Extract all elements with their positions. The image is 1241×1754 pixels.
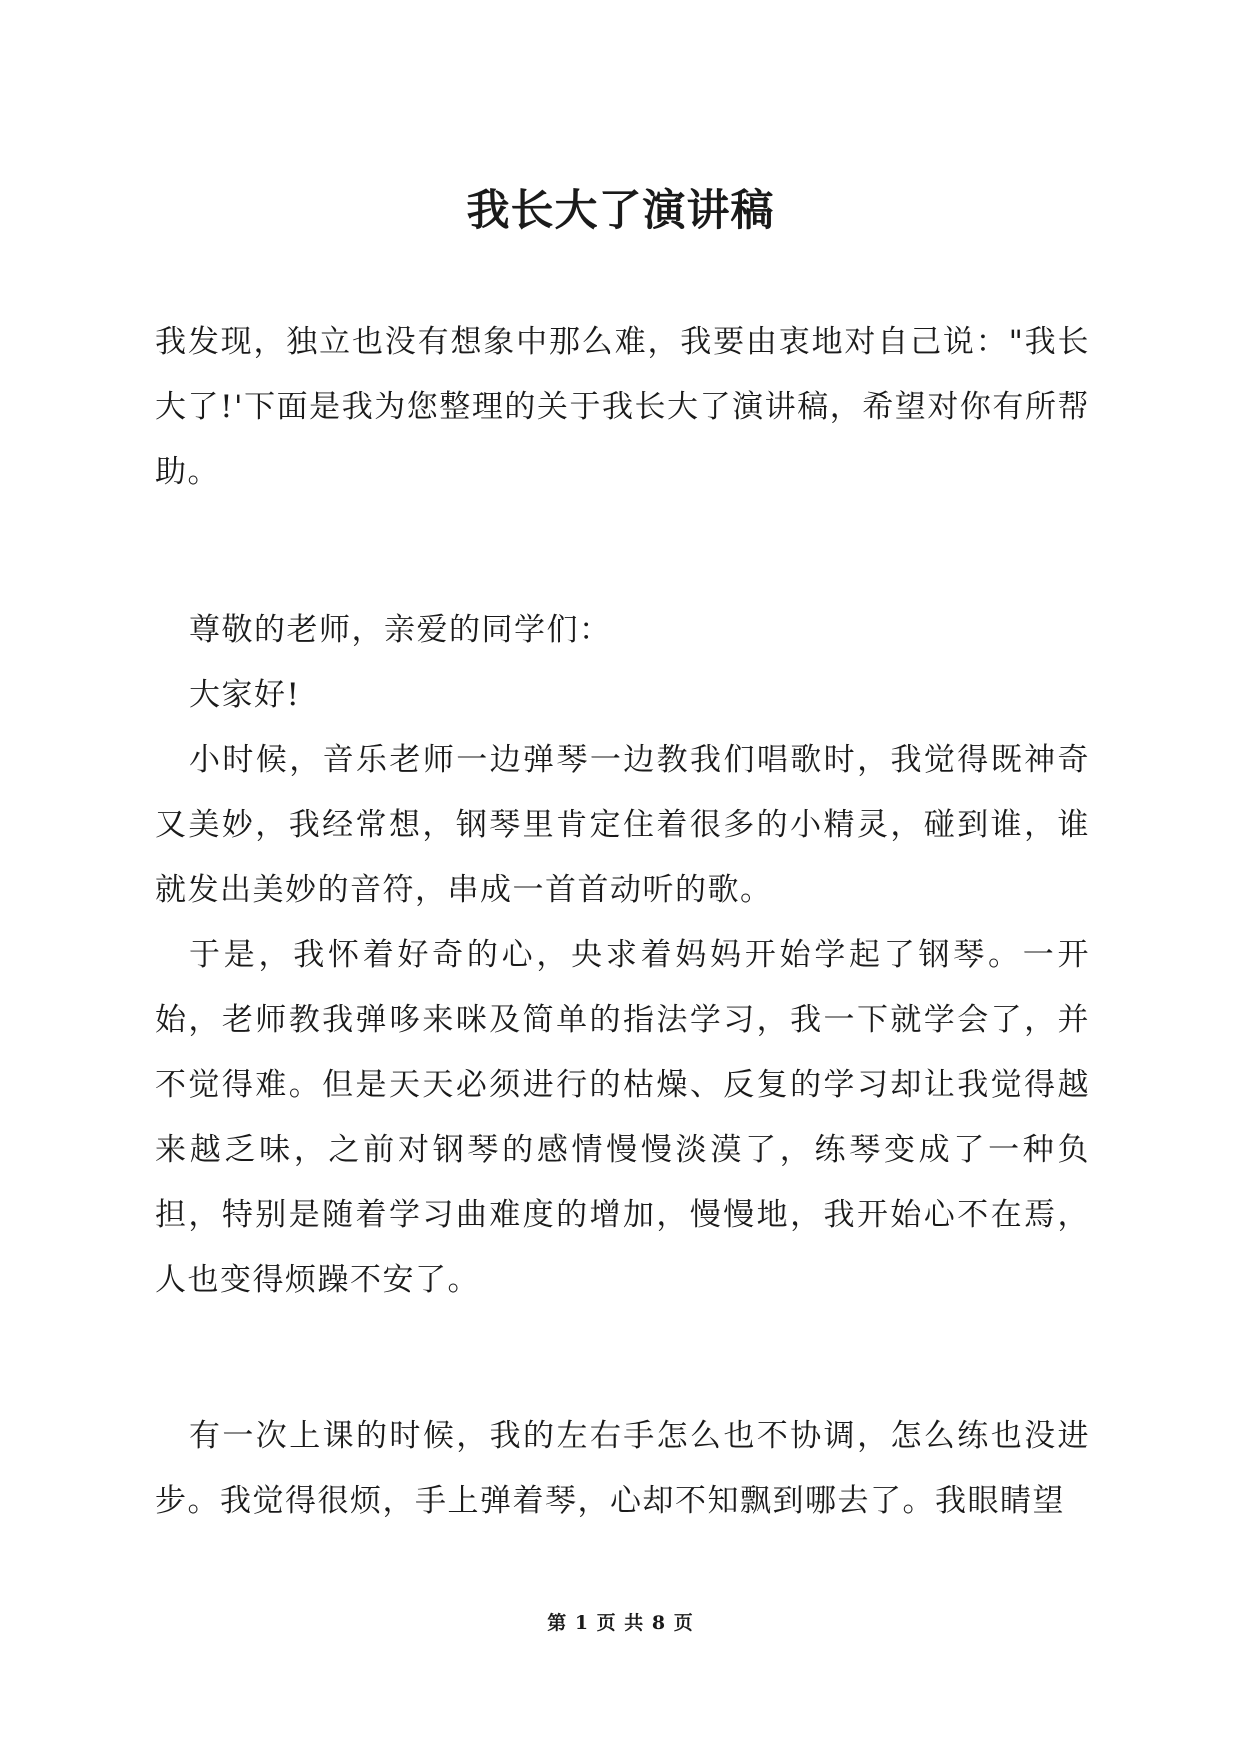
hello-line: 大家好! (189, 677, 301, 713)
speech-body (155, 598, 1090, 1313)
intro-text: 我发现，独立也没有想象中那么难，我要由衷地对自己说："我长大了!'下面是我为您整理的关于我长大了演讲稿，希望对你有所帮助。 (155, 324, 1090, 490)
speech-body-continued (155, 1404, 1090, 1534)
document-title: 我长大了演讲稿 (466, 186, 775, 236)
body-paragraph-1: 小时候，音乐老师一边弹琴一边教我们唱歌时，我觉得既神奇又美妙，我经常想，钢琴里肯定住着很多的小精灵，碰到谁，谁就发出美妙的音符，串成一首首动听的歌。 (155, 742, 1090, 908)
body-paragraph-3: 有一次上课的时候，我的左右手怎么也不协调，怎么练也没进步。我觉得很烦，手上弹着琴，心却不知飘到哪去了。我眼睛望 (155, 1418, 1090, 1519)
body-paragraph-2: 于是，我怀着好奇的心，央求着妈妈开始学起了钢琴。一开始，老师教我弹哆来咪及简单的指法学习，我一下就学会了，并不觉得难。但是天天必须进行的枯燥、反复的学习却让我觉得越来越乏味，之前对钢琴的感情慢慢淡漠了，练琴变成了一种负担，特别是随着学习曲难度的增加，慢慢地，我开始心不在焉，人也变得烦躁不安了。 (155, 937, 1090, 1298)
page-number-footer: 第 1 页 共 8 页 (547, 1612, 694, 1634)
greeting-line: 尊敬的老师，亲爱的同学们： (189, 612, 612, 648)
intro-paragraph (155, 310, 1090, 505)
